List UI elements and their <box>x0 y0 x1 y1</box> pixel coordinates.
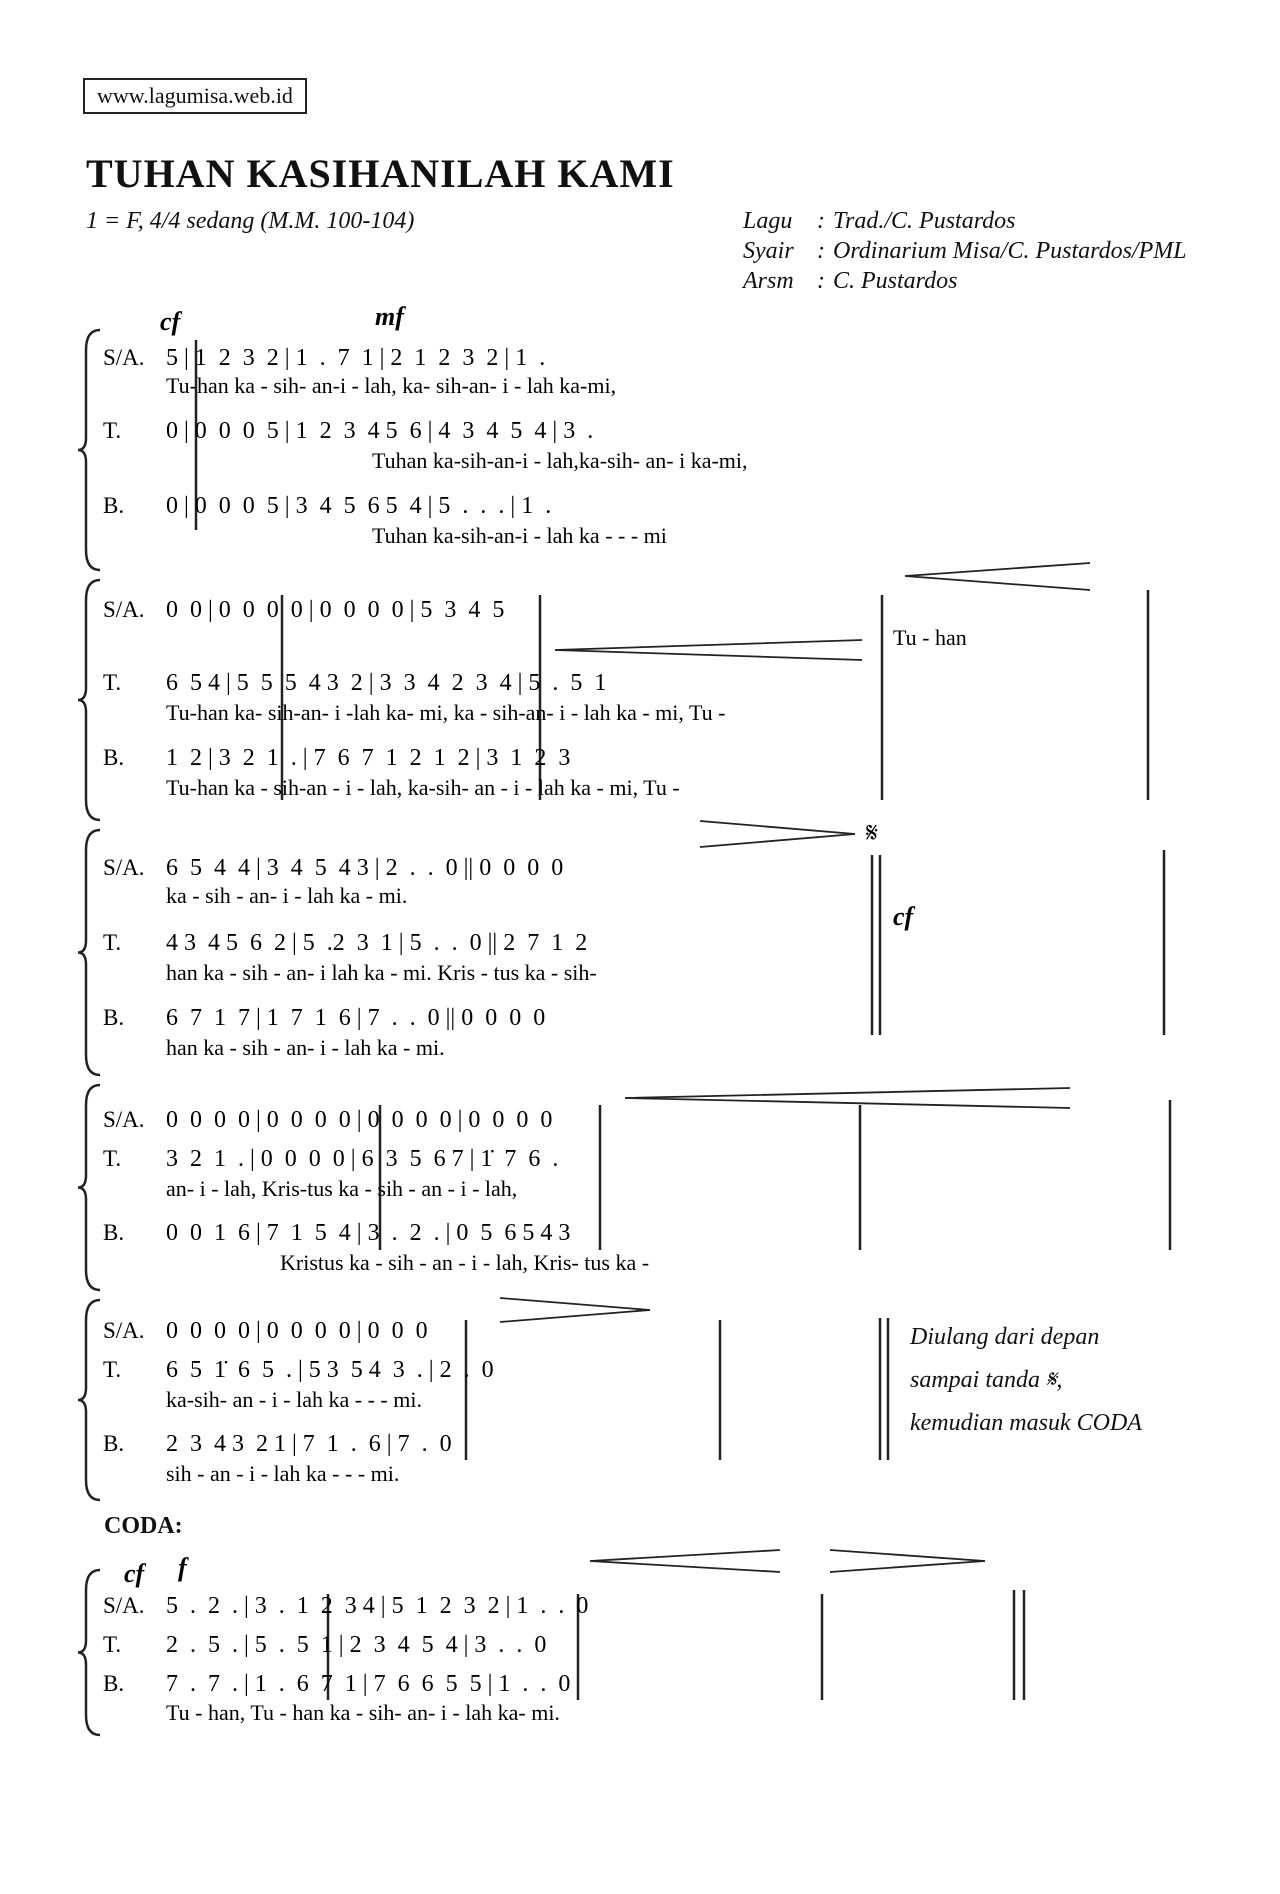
system-brace <box>78 330 100 570</box>
hairpin <box>830 1550 985 1572</box>
system-3 <box>103 855 597 1060</box>
lyrics-t: an- i - lah, Kris-tus ka - sih - an - i - lah, <box>166 1176 518 1201</box>
lyrics-sa: Tu - han <box>893 625 967 650</box>
lyrics-b: han ka - sih - an- i - lah ka - mi. <box>166 1035 445 1060</box>
lyrics-sa: ka - sih - an- i - lah ka - mi. <box>166 883 408 908</box>
notes-sa: 0 0 0 0 | 0 0 0 0 | 0 0 0 0 | 0 0 0 0 <box>166 1107 553 1133</box>
dynamic-cf: cf <box>160 307 181 336</box>
notes-sa: 5 . 2 . | 3 . 1 2 3 4 | 5 1 2 3 2 | 1 . . 0 <box>166 1593 589 1619</box>
voice-label: S/A. <box>103 1107 145 1132</box>
system-brace <box>78 1570 100 1735</box>
voice-label: T. <box>103 670 122 695</box>
tempo-marking: 1 = F, 4/4 sedang (M.M. 100-104) <box>86 208 415 234</box>
voice-label: B. <box>103 1005 125 1030</box>
voice-label: B. <box>103 1220 125 1245</box>
system-1 <box>103 345 748 548</box>
notes-t: 2 . 5 . | 5 . 5 1 | 2 3 4 5 4 | 3 . . 0 <box>166 1632 547 1658</box>
voice-label: S/A. <box>103 597 145 622</box>
system-brace <box>78 1085 100 1290</box>
hairpin <box>590 1550 780 1572</box>
voice-label: B. <box>103 1671 125 1696</box>
system-brace <box>78 830 100 1075</box>
system-brace <box>78 1300 100 1500</box>
hairpin <box>625 1088 1070 1108</box>
lyrics-b: Tuhan ka-sih-an-i - lah ka - - - mi <box>372 523 667 548</box>
system-5 <box>103 1318 494 1486</box>
voice-label: T. <box>103 1357 122 1382</box>
dynamic-f: f <box>178 1553 187 1582</box>
lyrics-b: Tu-han ka - sih-an - i - lah, ka-sih- an - i - lah ka - mi, Tu - <box>166 775 680 800</box>
notes-sa: 5 | 1 2 3 2 | 1 . 7 1 | 2 1 2 3 2 | 1 . <box>166 345 546 371</box>
hairpin <box>700 821 855 847</box>
notes-sa: 0 0 | 0 0 0 0 | 0 0 0 0 | 5 3 4 5 <box>166 597 505 623</box>
notes-b: 1 2 | 3 2 1 . | 7 6 7 1 2 1 2 | 3 1 2 3 <box>166 745 571 771</box>
notes-b: 2 3 4 3 2 1 | 7 1 . 6 | 7 . 0 <box>166 1431 452 1457</box>
coda-heading: CODA: <box>104 1513 183 1539</box>
system-brace <box>78 580 100 820</box>
hairpin <box>905 563 1090 590</box>
lyrics-b: Kristus ka - sih - an - i - lah, Kris- tus ka - <box>280 1250 650 1275</box>
notes-b: 0 0 1 6 | 7 1 5 4 | 3 . 2 . | 0 5 6 5 4 3 <box>166 1220 571 1246</box>
lyrics-sa: Tu-han ka - sih- an-i - lah, ka- sih-an- i - lah ka-mi, <box>166 373 617 398</box>
lyrics-t: ka-sih- an - i - lah ka - - - mi. <box>166 1387 422 1412</box>
notes-t: 0 | 0 0 0 5 | 1 2 3 4 5 6 | 4 3 4 5 4 | 3 . <box>166 418 594 444</box>
lyrics-coda: Tu - han, Tu - han ka - sih- an- i - lah ka- mi. <box>166 1700 560 1725</box>
voice-label: T. <box>103 1146 122 1171</box>
voice-label: B. <box>103 493 125 518</box>
dynamic-mf: mf <box>375 302 404 331</box>
system-coda <box>103 1593 588 1725</box>
voice-label: T. <box>103 930 122 955</box>
notes-b: 6 7 1 7 | 1 7 1 6 | 7 . . 0 || 0 0 0 0 <box>166 1005 546 1031</box>
dynamic-cf: cf <box>893 902 914 931</box>
voice-label: S/A. <box>103 1593 145 1618</box>
voice-label: T. <box>103 418 122 443</box>
system-2 <box>103 597 967 800</box>
voice-label: B. <box>103 1431 125 1456</box>
dynamic-cf: cf <box>124 1559 145 1588</box>
hairpin <box>555 640 862 660</box>
notes-t: 6 5 4 | 5 5 5 4 3 2 | 3 3 4 2 3 4 | 5 . 5 1 <box>166 670 607 696</box>
system-4 <box>103 1107 649 1275</box>
notes-t: 3 2 1 . | 0 0 0 0 | 6 3 5 6 7 | 1̇ 7 6 . <box>166 1146 559 1172</box>
song-title: TUHAN KASIHANILAH KAMI <box>86 151 675 196</box>
notes-b: 0 | 0 0 0 5 | 3 4 5 6 5 4 | 5 . . . | 1 . <box>166 493 552 519</box>
notes-b: 7 . 7 . | 1 . 6 7 1 | 7 6 6 5 5 | 1 . . 0 <box>166 1671 571 1697</box>
credit-syair: Syair : Ordinarium Misa/C. Pustardos/PML <box>743 238 1187 264</box>
hairpin <box>500 1298 650 1322</box>
notes-t: 4 3 4 5 6 2 | 5 .2 3 1 | 5 . . 0 || 2 7 1 2 <box>166 930 588 956</box>
voice-label: T. <box>103 1632 122 1657</box>
system-braces <box>78 330 100 1735</box>
voice-label: S/A. <box>103 1318 145 1343</box>
notes-sa: 6 5 4 4 | 3 4 5 4 3 | 2 . . 0 || 0 0 0 0 <box>166 855 564 881</box>
lyrics-t: han ka - sih - an- i lah ka - mi. Kris - tus ka - sih- <box>166 960 597 985</box>
voice-label: S/A. <box>103 855 145 880</box>
site-url-box: www.lagumisa.web.id <box>83 78 307 114</box>
segno-icon: 𝄋 <box>866 818 879 849</box>
repeat-instruction: Diulang dari depan sampai tanda 𝄋, kemudian masuk CODA <box>910 1324 1142 1436</box>
notes-sa: 0 0 0 0 | 0 0 0 0 | 0 0 0 <box>166 1318 428 1344</box>
voice-label: S/A. <box>103 345 145 370</box>
notes-t: 6 5 1̇ 6 5 . | 5 3 5 4 3 . | 2 . 0 <box>166 1357 494 1383</box>
lyrics-b: sih - an - i - lah ka - - - mi. <box>166 1461 400 1486</box>
lyrics-t: Tu-han ka- sih-an- i -lah ka- mi, ka - sih-an- i - lah ka - mi, Tu - <box>166 700 726 725</box>
voice-label: B. <box>103 745 125 770</box>
credit-lagu: Lagu : Trad./C. Pustardos <box>743 208 1016 234</box>
lyrics-t: Tuhan ka-sih-an-i - lah,ka-sih- an- i ka-mi, <box>372 448 748 473</box>
credit-arsm: Arsm : C. Pustardos <box>743 268 958 294</box>
